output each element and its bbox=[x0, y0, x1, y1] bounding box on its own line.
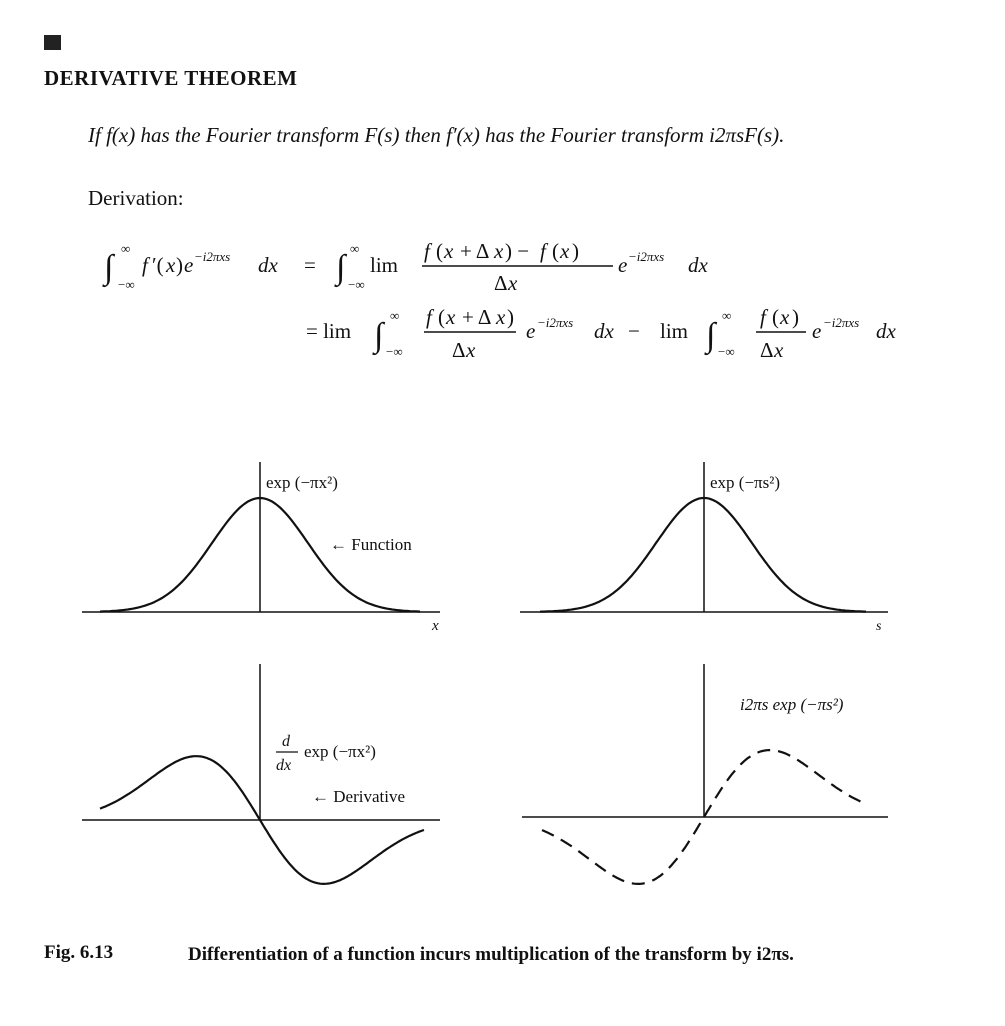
svg-text:(: ( bbox=[552, 239, 559, 263]
svg-text:) −: ) − bbox=[505, 239, 530, 263]
svg-text:Δ: Δ bbox=[452, 338, 466, 362]
svg-text:−∞: −∞ bbox=[718, 344, 735, 359]
svg-text:−i2πxs: −i2πxs bbox=[628, 249, 665, 264]
svg-text:=: = bbox=[304, 253, 316, 277]
svg-text:−∞: −∞ bbox=[118, 277, 135, 292]
svg-text:∞: ∞ bbox=[390, 308, 400, 323]
axis-label-s: s bbox=[876, 619, 882, 634]
svg-text:dx: dx bbox=[258, 253, 278, 277]
svg-text:e: e bbox=[812, 319, 822, 343]
svg-text:x: x bbox=[494, 239, 504, 263]
svg-text:): ) bbox=[572, 239, 579, 263]
svg-text:lim: lim bbox=[660, 319, 689, 343]
svg-text:x: x bbox=[466, 338, 476, 362]
label-derivative-exp: exp (−πx²) bbox=[304, 742, 376, 761]
svg-text:x: x bbox=[560, 239, 570, 263]
svg-text:∫: ∫ bbox=[706, 317, 716, 354]
gaussian-transform-curve bbox=[540, 498, 866, 612]
svg-text:∫: ∫ bbox=[336, 249, 346, 286]
svg-text:−: − bbox=[628, 319, 640, 343]
svg-text:x: x bbox=[508, 271, 518, 295]
svg-text:−i2πxs: −i2πxs bbox=[823, 315, 860, 330]
integral-sign: ∫ bbox=[104, 249, 114, 286]
panel-top-right bbox=[520, 462, 888, 634]
figure-caption-text: Differentiation of a function incurs multiplication of the transform by i2πs. bbox=[188, 944, 794, 965]
svg-text:= lim: = lim bbox=[306, 319, 352, 343]
svg-text:f: f bbox=[142, 253, 148, 277]
svg-text:(: ( bbox=[436, 239, 443, 263]
svg-text:e: e bbox=[526, 319, 536, 343]
svg-text:−∞: −∞ bbox=[348, 277, 365, 292]
svg-text:+ Δ: + Δ bbox=[460, 239, 490, 263]
svg-text:f: f bbox=[760, 305, 766, 329]
label-i2pis-exp: i2πs exp (−πs²) bbox=[740, 695, 844, 714]
svg-text:′(: ′( bbox=[152, 253, 164, 277]
svg-text:x: x bbox=[774, 338, 784, 362]
svg-text:∫: ∫ bbox=[374, 317, 384, 354]
svg-text:∞: ∞ bbox=[722, 308, 732, 323]
svg-text:f: f bbox=[540, 239, 546, 263]
svg-text:∞: ∞ bbox=[121, 241, 131, 256]
svg-text:): ) bbox=[507, 305, 514, 329]
svg-text:−∞: −∞ bbox=[386, 344, 403, 359]
svg-text:x: x bbox=[166, 253, 176, 277]
svg-text:x: x bbox=[780, 305, 790, 329]
figure-caption-label: Fig. 6.13 bbox=[44, 942, 114, 963]
svg-text:dx: dx bbox=[594, 319, 614, 343]
svg-text:(: ( bbox=[772, 305, 779, 329]
svg-text:x: x bbox=[496, 305, 506, 329]
annotation-function: ← Function bbox=[330, 535, 412, 554]
svg-text:e: e bbox=[618, 253, 628, 277]
svg-text:+ Δ: + Δ bbox=[462, 305, 492, 329]
annotation-derivative: ← Derivative bbox=[312, 787, 405, 806]
svg-text:−i2πxs: −i2πxs bbox=[537, 315, 574, 330]
label-dx: dx bbox=[276, 757, 292, 774]
derivation-label: Derivation: bbox=[88, 186, 184, 210]
svg-text:f: f bbox=[424, 239, 430, 263]
svg-text:(: ( bbox=[438, 305, 445, 329]
label-exp-pix2: exp (−πx²) bbox=[266, 473, 338, 492]
svg-text:Δ: Δ bbox=[494, 271, 508, 295]
svg-text:): ) bbox=[792, 305, 799, 329]
svg-text:∞: ∞ bbox=[350, 241, 360, 256]
panel-top-left bbox=[82, 462, 440, 634]
svg-text:f: f bbox=[426, 305, 432, 329]
svg-text:x: x bbox=[446, 305, 456, 329]
label-exp-pis2: exp (−πs²) bbox=[710, 473, 781, 492]
label-d: d bbox=[282, 733, 290, 750]
panel-bottom-right bbox=[522, 664, 888, 884]
section-heading: DERIVATIVE THEOREM bbox=[44, 66, 298, 90]
svg-text:x: x bbox=[444, 239, 454, 263]
theorem-statement: If f(x) has the Fourier transform F(s) then f′(x) has the Fourier transform i2πsF(s). bbox=[88, 123, 785, 147]
svg-text:e: e bbox=[184, 253, 194, 277]
svg-text:−i2πxs: −i2πxs bbox=[194, 249, 231, 264]
svg-text:dx: dx bbox=[876, 319, 896, 343]
svg-text:lim: lim bbox=[370, 253, 399, 277]
svg-text:dx: dx bbox=[688, 253, 708, 277]
panel-bottom-left bbox=[82, 664, 440, 884]
svg-text:Δ: Δ bbox=[760, 338, 774, 362]
axis-label-x: x bbox=[432, 618, 439, 634]
svg-text:): ) bbox=[176, 253, 183, 277]
